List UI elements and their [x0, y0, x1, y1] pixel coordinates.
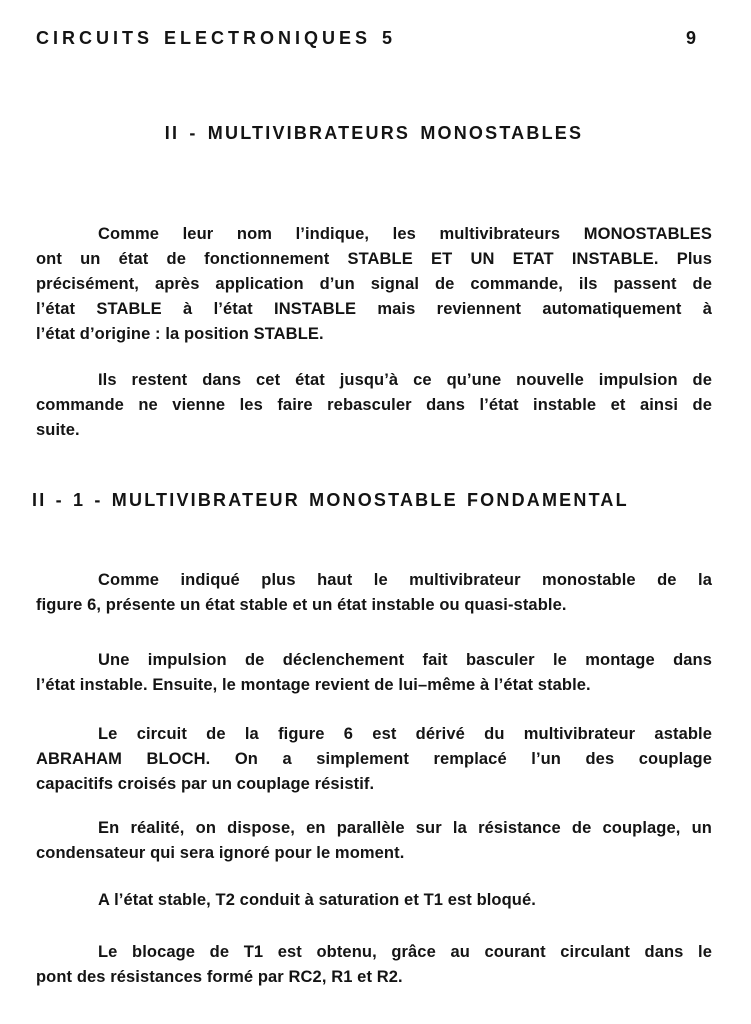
- paragraph-blocage-t1: [36, 940, 712, 990]
- paragraph-abraham-bloch: [36, 722, 712, 797]
- paragraph-ils-restent: [36, 368, 712, 443]
- text-line: l’état instable. Ensuite, le montage revient de lui–même à l’état stable.: [36, 676, 591, 694]
- text-line: capacitifs croisés par un couplage résistif.: [36, 775, 375, 793]
- text-line: Le blocage de T1 est obtenu, grâce au courant circulant dans le: [98, 943, 712, 961]
- text-line: commande ne vienne les faire rebasculer dans l’état instable et ainsi de: [36, 396, 712, 414]
- text-line: figure 6, présente un état stable et un état instable ou quasi-stable.: [36, 596, 567, 614]
- text-line: En réalité, on dispose, en parallèle sur la résistance de couplage, un: [98, 819, 712, 837]
- text-line: condensateur qui sera ignoré pour le moment.: [36, 844, 405, 862]
- text-line: Ils restent dans cet état jusqu’à ce qu’une nouvelle impulsion de: [98, 371, 712, 389]
- text-line: Le circuit de la figure 6 est dérivé du multivibrateur astable: [98, 725, 712, 743]
- section-heading-monostables: II - MULTIVIBRATEURS MONOSTABLES: [164, 123, 584, 143]
- text-line: A l’état stable, T2 conduit à saturation et T1 est bloqué.: [98, 891, 536, 909]
- text-line: Comme leur nom l’indique, les multivibrateurs MONOSTABLES: [98, 225, 712, 243]
- text-line: suite.: [36, 421, 80, 439]
- text-line: l’état d’origine : la position STABLE.: [36, 325, 324, 343]
- text-line: Comme indiqué plus haut le multivibrateur monostable de la: [98, 571, 712, 589]
- paragraph-etat-stable: [36, 888, 712, 913]
- text-line: précisément, après application d’un signal de commande, ils passent de: [36, 275, 712, 293]
- text-line: ABRAHAM BLOCH. On a simplement remplacé l’un des couplage: [36, 750, 712, 768]
- paragraph-en-realite: [36, 816, 712, 866]
- paragraph-impulsion: [36, 648, 712, 698]
- paragraph-comme-indique: [36, 568, 712, 618]
- text-line: l’état STABLE à l’état INSTABLE mais reviennent automatiquement à: [36, 300, 712, 318]
- text-line: ont un état de fonctionnement STABLE ET UN ETAT INSTABLE. Plus: [36, 250, 712, 268]
- paragraph-intro-monostables: [36, 222, 712, 347]
- text-line: Une impulsion de déclenchement fait basculer le montage dans: [98, 651, 712, 669]
- running-header-title: CIRCUITS ELECTRONIQUES 5: [36, 28, 397, 48]
- text-line: pont des résistances formé par RC2, R1 et R2.: [36, 968, 403, 986]
- subsection-heading-monostable-fondamental: II - 1 - MULTIVIBRATEUR MONOSTABLE FONDAMENTAL: [32, 490, 629, 510]
- page-number: 9: [686, 28, 698, 48]
